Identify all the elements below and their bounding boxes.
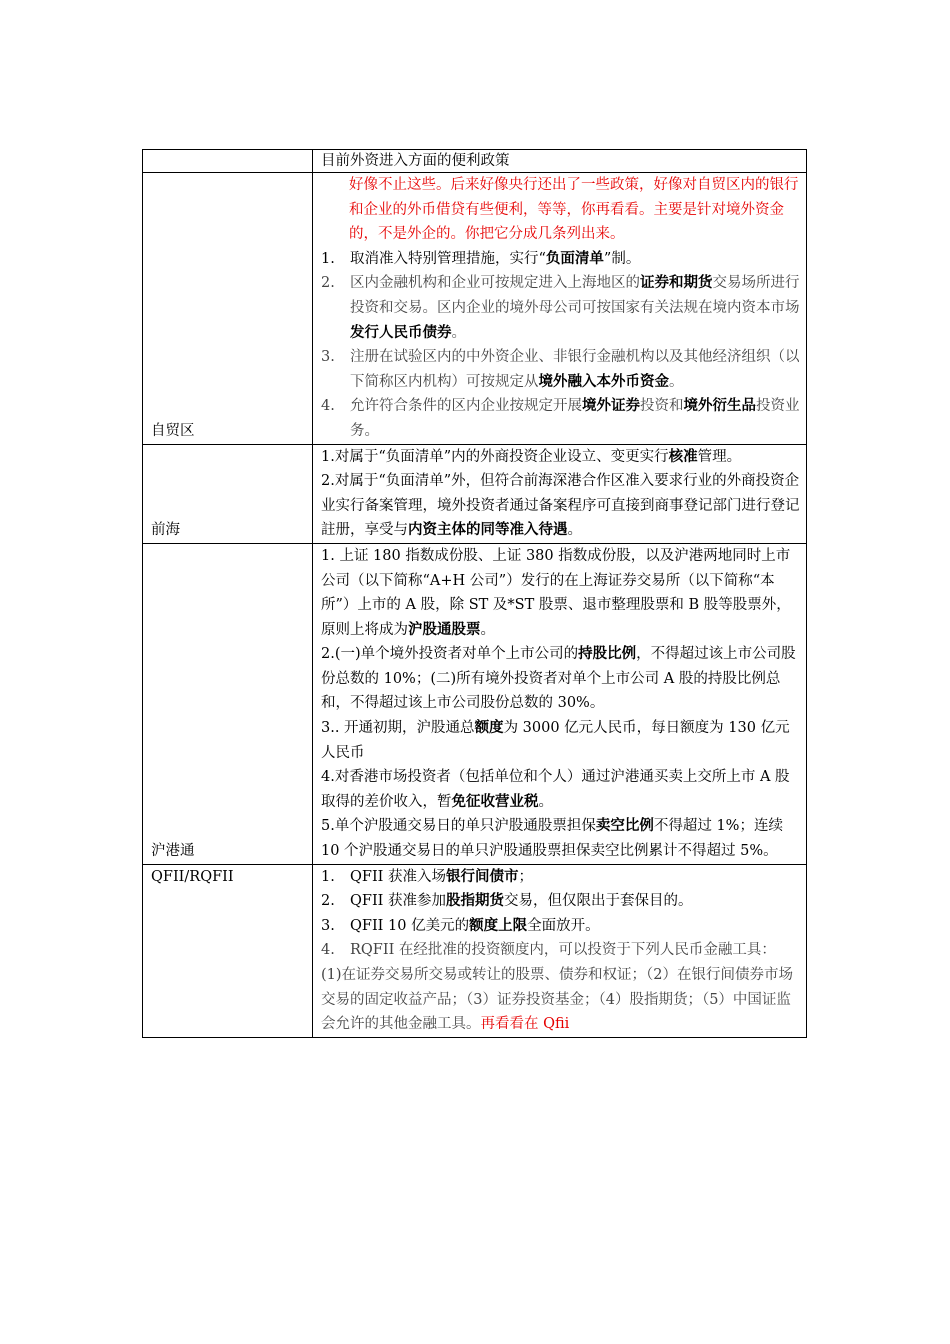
qfii-label: QFII/RQFII xyxy=(143,864,313,1037)
para-text: 5.单个沪股通交易日的单只沪股通股票担保 xyxy=(321,818,596,835)
para-bold: 卖空比例 xyxy=(595,817,654,835)
qianhai-label: 前海 xyxy=(143,444,313,543)
item-bold: 境外证券 xyxy=(582,397,640,415)
ftz-label: 自贸区 xyxy=(143,173,313,445)
item-text: RQFII 在经批准的投资额度内，可以投资于下列人民币金融工具： xyxy=(350,942,776,959)
ftz-reviewer-note: 好像不止这些。后来好像央行还出了一些政策，好像对自贸区内的银行和企业的外币借贷有些便利，等等，你再看看。主要是针对境外资金的，不是外企的。你把它分成几条列出来。 xyxy=(349,177,799,243)
ftz-item-1 xyxy=(321,247,800,272)
item-bold: 境外衍生品 xyxy=(683,397,756,415)
para-bold: 内资主体的同等准入待遇 xyxy=(408,521,568,539)
item-text: 。 xyxy=(451,324,466,341)
qfii-item-2 xyxy=(321,889,800,914)
qfii-row xyxy=(143,864,807,1037)
qianhai-row xyxy=(143,444,807,543)
item-bold: 银行间债市 xyxy=(446,867,519,885)
para-text: 1. 上证 180 指数成份股、上证 380 指数成份股，以及沪港两地同时上市公司（以下简称“A+H 公司”）发行的在上海证券交易所（以下简称“本所”）上市的 A 股，除 ST 及*ST 股票、退市整理股票和 B 股等股票外，原则上将成为 xyxy=(321,547,791,638)
item-text: 取消准入特别管理措施，实行“ xyxy=(350,250,546,267)
ftz-row xyxy=(143,173,807,445)
ftz-item-4 xyxy=(321,394,800,443)
item-text: 允许符合条件的区内企业按规定开展 xyxy=(350,398,582,415)
para-text: ，不得超过该上市公司股份总数的 10%；(二)所有境外投资者对单个上市公司 A 股的持股比例总和，不得超过该上市公司股份总数的 30%。 xyxy=(321,646,796,712)
para-bold: 免征收营业税 xyxy=(451,792,539,810)
item-number: 2. xyxy=(321,893,335,910)
item-text: 投资业务。 xyxy=(350,398,800,439)
hkconnect-content xyxy=(313,543,807,864)
para-bold: 沪股通股票 xyxy=(408,620,481,638)
item-number: 3. xyxy=(321,349,335,366)
qianhai-para-2 xyxy=(321,469,800,543)
para-text: 。 xyxy=(480,621,495,638)
para-text: 2.(一)单个境外投资者对单个上市公司的 xyxy=(321,646,579,663)
para-bold: 额度 xyxy=(474,719,504,737)
hkconnect-row xyxy=(143,543,807,864)
item-bold: 股指期货 xyxy=(446,892,505,910)
qianhai-content xyxy=(313,444,807,543)
item-text: 交易，但仅限出于套保目的。 xyxy=(504,893,693,910)
reviewer-note-inline: 再看看在 Qfii xyxy=(480,1016,570,1033)
item-text: 交易场所进行投资和交易。区内企业的境外母公司可按国家有关法规在境内资本市场 xyxy=(350,275,800,316)
para-bold: 核准 xyxy=(668,447,698,465)
hkconnect-para-1 xyxy=(321,544,800,642)
para-text: 管理。 xyxy=(697,448,742,465)
item-text: ”制。 xyxy=(603,250,641,267)
item-number: 1. xyxy=(321,250,335,267)
para-text: 不得超过 1%；连续 10 个沪股通交易日的单只沪股通股票担保卖空比例累计不得超过 5%。 xyxy=(321,818,783,860)
hkconnect-para-2 xyxy=(321,642,800,716)
qfii-content xyxy=(313,864,807,1037)
qfii-item-4 xyxy=(321,938,800,963)
item-bold: 境外融入本外币资金 xyxy=(538,372,669,390)
para-text: 2.对属于“负面清单”外，但符合前海深港合作区准入要求行业的外商投资企业实行备案管理，境外投资者通过备案程序可直接到商事登记部门进行登记註册，享受与 xyxy=(321,473,800,539)
qfii-item-3 xyxy=(321,914,800,939)
item-number: 4. xyxy=(321,398,335,415)
qfii-item-1 xyxy=(321,865,800,890)
para-bold: 持股比例 xyxy=(578,645,637,663)
item-text: 注册在试验区内的中外资企业、非银行金融机构以及其他经济组织（以下简称区内机构）可按规定从 xyxy=(350,349,800,390)
header-left-cell xyxy=(143,150,313,173)
item-text: 。 xyxy=(669,373,684,390)
para-text: 3.. 开通初期，沪股通总 xyxy=(321,720,475,737)
item-text: 区内金融机构和企业可按规定进入上海地区的 xyxy=(350,275,640,292)
hkconnect-para-3 xyxy=(321,716,800,765)
item-number: 1. xyxy=(321,868,335,885)
qianhai-para-1 xyxy=(321,445,800,470)
hkconnect-label: 沪港通 xyxy=(143,543,313,864)
item-number: 2. xyxy=(321,275,335,292)
item-number: 4. xyxy=(321,942,335,959)
item-number: 3. xyxy=(321,917,335,934)
ftz-item-3 xyxy=(321,345,800,394)
hkconnect-para-5 xyxy=(321,814,800,863)
item-bold: 额度上限 xyxy=(469,916,528,934)
para-text: 。 xyxy=(538,793,553,810)
ftz-content xyxy=(313,173,807,445)
para-text: 4.对香港市场投资者（包括单位和个人）通过沪港通买卖上交所上市 A 股取得的差价收入，暂 xyxy=(321,769,790,810)
policy-table xyxy=(142,149,807,1038)
item-text: QFII 获准入场 xyxy=(350,868,447,885)
item-text: QFII 10 亿美元的 xyxy=(350,917,470,934)
para-text: 。 xyxy=(567,522,582,539)
ftz-item-2 xyxy=(321,271,800,345)
header-title: 目前外资进入方面的便利政策 xyxy=(313,150,807,173)
item-text: 全面放开。 xyxy=(527,917,600,934)
para-text: 1.对属于“负面清单”内的外商投资企业设立、变更实行 xyxy=(321,448,669,465)
item-bold: 证券和期货 xyxy=(640,274,713,292)
item-bold: 负面清单 xyxy=(545,249,604,267)
item-text: ； xyxy=(518,868,534,885)
item-text: QFII 获准参加 xyxy=(350,893,447,910)
table-header-row xyxy=(143,150,807,173)
item-text: 投资和 xyxy=(640,398,684,415)
hkconnect-para-4 xyxy=(321,765,800,814)
qfii-tail-para xyxy=(321,963,800,1037)
para-text: 为 3000 亿元人民币，每日额度为 130 亿元人民币 xyxy=(321,720,790,761)
item-bold: 发行人民币债券 xyxy=(350,323,452,341)
para-text: (1)在证券交易所交易或转让的股票、债券和权证；（2）在银行间债券市场交易的固定收益产品；（3）证券投资基金；（4）股指期货；（5）中国证监会允许的其他金融工具。 xyxy=(321,967,794,1033)
